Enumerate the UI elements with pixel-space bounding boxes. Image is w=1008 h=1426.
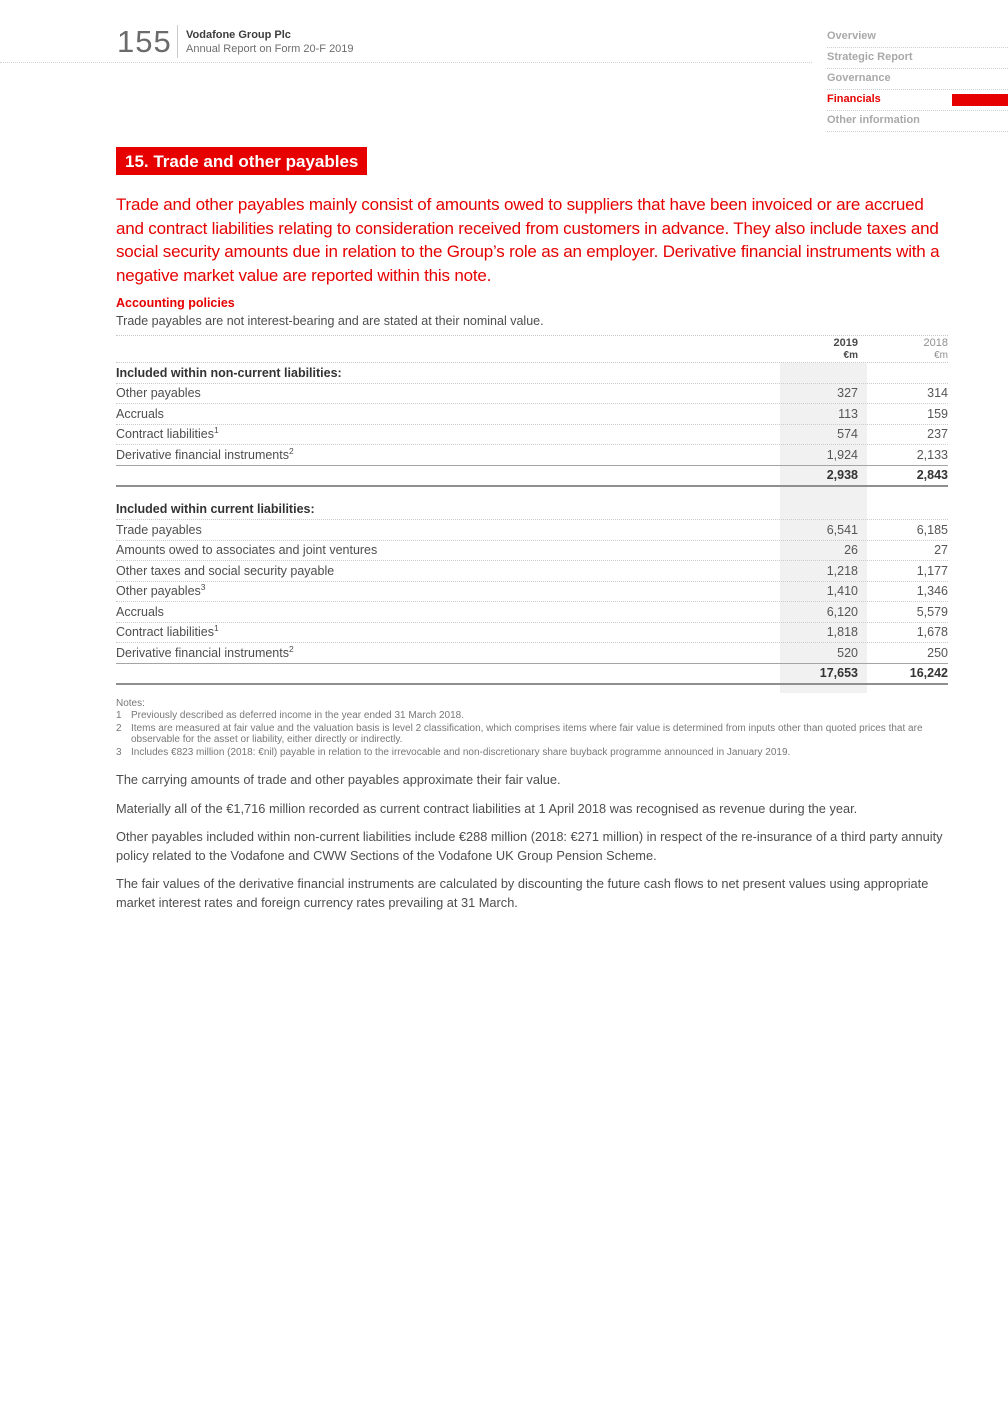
section-total-row [116,664,948,685]
note-item [116,710,948,722]
value-2019: 1,818 [826,625,858,640]
table-row [116,602,948,623]
value-2019: 6,541 [826,522,858,537]
table-row [116,404,948,425]
company-name: Vodafone Group Plc [186,29,291,41]
report-name: Annual Report on Form 20-F 2019 [186,43,354,55]
note-intro-text: Trade and other payables mainly consist of amounts owed to suppliers that have been invoiced or are accrued and contract liabilities relating to consideration received from customers in advance. They also include taxes and social security amounts due in relation to the Group’s role as an employer. Derivative financial instruments with a negative market value are reported within this note. [116,195,940,285]
table-column-headers [116,335,948,363]
nav-item-governance[interactable] [827,69,1008,90]
note-number: 2 [116,722,122,734]
paragraph: Materially all of the €1,716 million recorded as current contract liabilities at 1 April 2018 was recognised as revenue during the year. [116,800,858,816]
row-label [116,584,780,598]
header-title-block [186,28,354,56]
note-number: 1 [116,710,122,721]
footnote-marker: 1 [213,623,219,634]
row-label [116,605,780,619]
footnote-marker: 3 [200,582,206,593]
value-2019: 1,410 [826,584,858,599]
row-label-text: Trade payables [116,522,202,537]
value-2018: 6,185 [916,522,948,537]
table-section [116,500,948,685]
section-title: Included within current liabilities: [116,502,315,517]
table-row [116,445,948,466]
payables-table-body [116,363,948,685]
nav-item-other-information[interactable] [827,111,1008,132]
note-item [116,747,948,759]
row-label-text: Contract liabilities [116,625,214,640]
nav-item-label: Strategic Report [827,51,913,63]
value-2019: 574 [837,427,858,442]
row-label [116,625,780,639]
value-2019: 520 [837,645,858,660]
header-rule [0,62,812,63]
accounting-policies-text: Trade payables are not interest-bearing and are stated at their nominal value. [116,314,544,328]
value-2018: 1,346 [916,584,948,599]
nav-item-overview[interactable] [827,27,1008,48]
footnote-marker: 2 [289,445,294,456]
column-header-2018 [867,338,948,361]
row-label [116,523,780,537]
table-row [116,623,948,644]
nav-item-strategic-report[interactable] [827,48,1008,69]
main-content [116,147,948,912]
note-text: Previously described as deferred income in the year ended 31 March 2018. [131,710,464,721]
row-label [116,564,780,578]
header-divider [177,25,178,58]
nav-item-label: Financials [827,93,881,105]
value-2018: 2,133 [916,447,948,462]
total-2019: 17,653 [819,666,858,680]
value-2018: 314 [927,386,948,401]
total-2019: 2,938 [826,468,858,482]
row-label-text: Derivative financial instruments [116,645,289,660]
row-label-text: Accruals [116,604,164,619]
year-2018: 2018 [923,337,948,349]
unit-2019: €m [843,349,858,361]
note-text: Items are measured at fair value and the valuation basis is level 2 classification, which comprises items where fair value is determined from inputs other than quoted prices that are observable for the asset or liability, either directly or indirectly. [131,722,923,745]
row-label-text: Other payables [116,386,201,401]
nav-item-label: Other information [827,114,920,126]
value-2019: 26 [844,543,858,558]
value-2018: 1,177 [916,563,948,578]
row-label-text: Accruals [116,406,164,421]
section-total-row [116,466,948,487]
row-label-text: Other payables [116,584,201,599]
row-label-text: Amounts owed to associates and joint ventures [116,543,378,558]
value-2018: 159 [927,406,948,421]
row-label [116,427,780,441]
table-row [116,582,948,603]
note-item [116,723,948,746]
total-2018: 16,242 [909,666,948,680]
value-2018: 250 [927,645,948,660]
row-label [116,407,780,421]
table-row [116,561,948,582]
row-label-text: Other taxes and social security payable [116,563,335,578]
footnote-marker: 2 [289,643,294,654]
paragraph: The carrying amounts of trade and other payables approximate their fair value. [116,772,561,787]
table-row [116,643,948,664]
table-row [116,541,948,562]
table-row [116,425,948,446]
value-2019: 1,218 [826,563,858,578]
total-2018: 2,843 [916,468,948,482]
section-gap [116,487,948,500]
section-title-row [116,363,948,384]
nav-item-financials[interactable] [827,90,1008,111]
page-number: 155 [117,24,172,59]
paragraph: The fair values of the derivative financial instruments are calculated by discounting the future cash flows to net present values using appropriate market interest rates and foreign currency rates prevailing at 31 March. [116,876,929,910]
row-label [116,543,780,557]
value-2018: 1,678 [916,625,948,640]
row-label-text: Derivative financial instruments [116,447,289,462]
unit-2018: €m [934,349,948,361]
table-section [116,363,948,487]
accounting-policies-heading: Accounting policies [116,296,235,310]
notes-heading: Notes: [116,697,145,709]
value-2019: 113 [838,406,858,421]
note-number: 3 [116,746,122,758]
value-2019: 6,120 [826,604,858,619]
paragraph: Other payables included within non-current liabilities include €288 million (2018: €271 million) in respect of the re-insurance of a third party annuity policy related to the Vodafone and CWW Sections of the Vodafone UK Group Pension Scheme. [116,829,943,863]
value-2018: 237 [927,427,948,442]
footnotes [116,698,948,759]
table-row [116,384,948,405]
section-nav [827,27,1008,132]
year-2019: 2019 [833,337,858,349]
row-label [116,445,780,462]
section-title-row [116,500,948,521]
value-2019: 327 [837,386,858,401]
column-header-2019 [780,338,867,361]
payables-table [116,335,948,693]
row-label [116,386,780,400]
note-title-banner: 15. Trade and other payables [116,147,367,175]
nav-item-label: Governance [827,72,891,84]
row-label [116,643,780,660]
note-text: Includes €823 million (2018: €nil) payable in relation to the irrevocable and non-discretionary share buyback programme announced in January 2019. [131,746,791,758]
value-2018: 5,579 [916,604,948,619]
table-row [116,520,948,541]
notes-list [116,710,948,758]
value-2019: 1,924 [826,447,858,462]
body-paragraphs [116,771,948,912]
row-label-text: Contract liabilities [116,427,214,442]
nav-item-label: Overview [827,30,876,42]
footnote-marker: 1 [213,425,219,436]
section-title: Included within non-current liabilities: [116,365,342,380]
value-2018: 27 [934,543,948,558]
active-section-bar [952,94,1008,106]
